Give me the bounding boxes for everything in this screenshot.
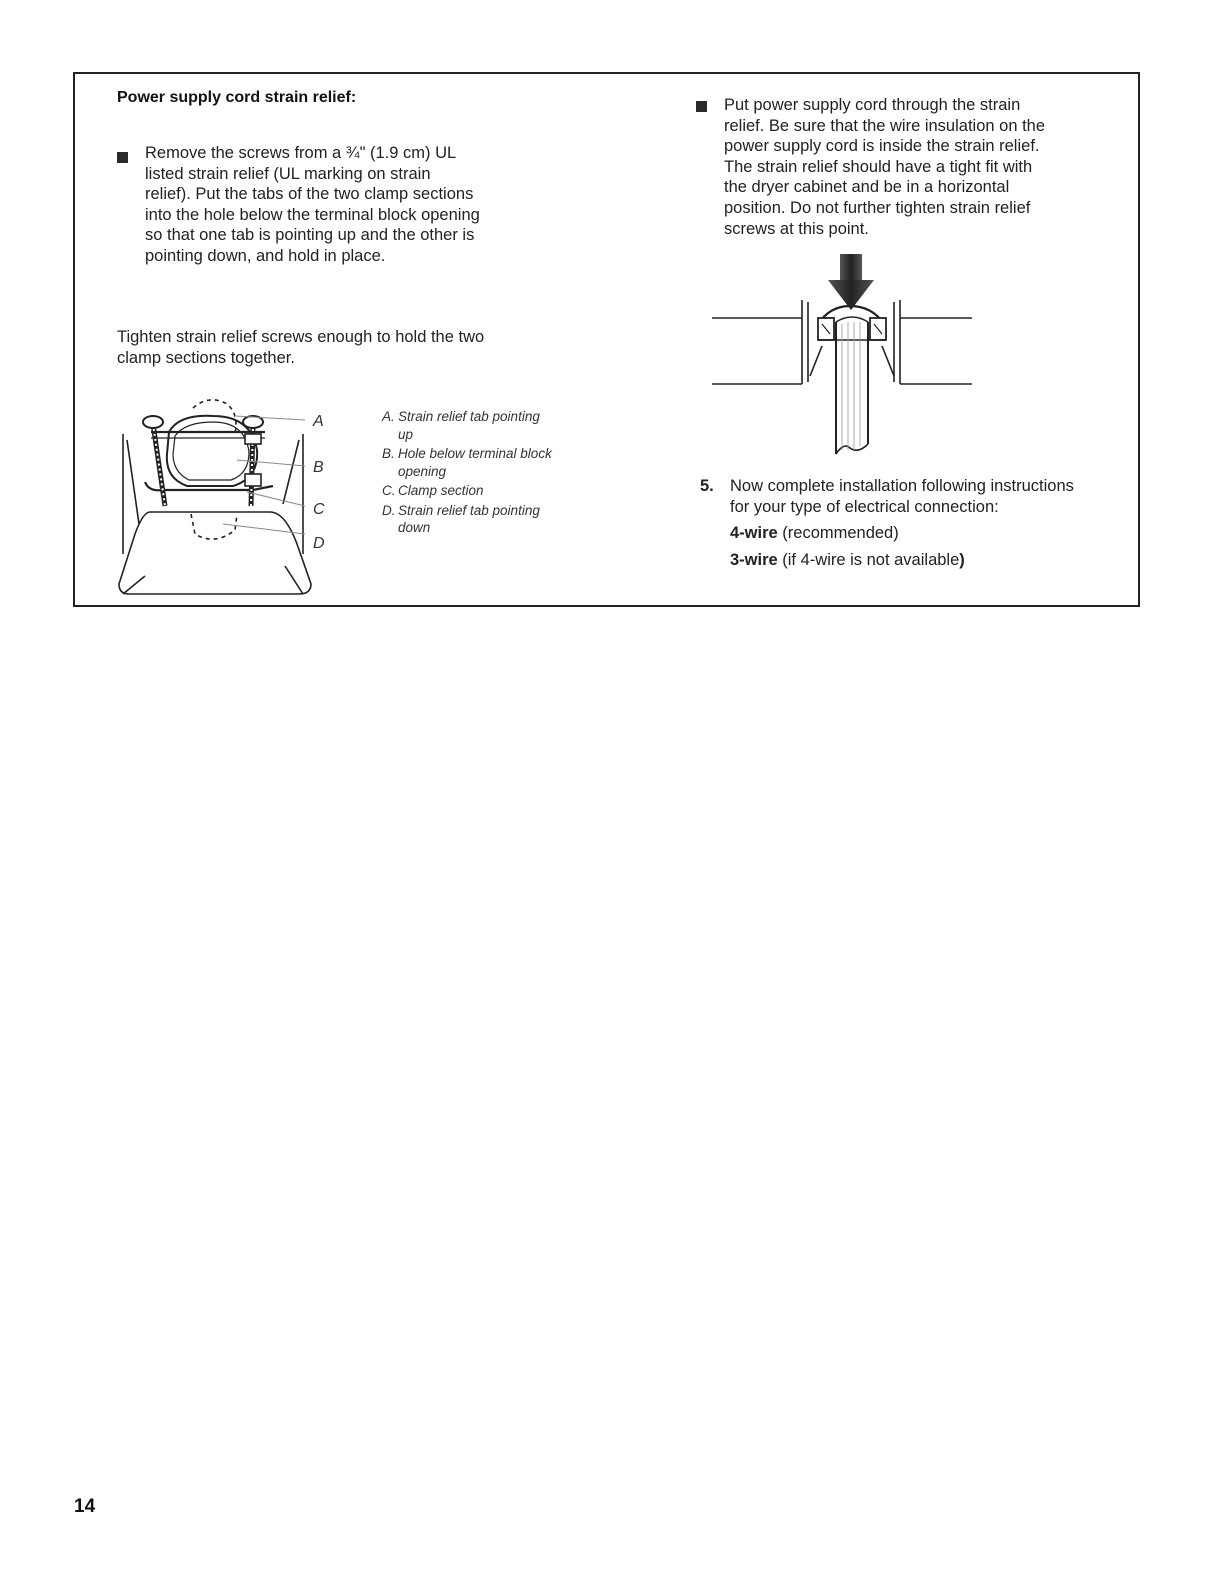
wire-option-3: 3-wire (if 4-wire is not available) xyxy=(730,550,965,569)
step-5 xyxy=(700,476,1080,570)
callout-d: D xyxy=(313,535,325,552)
down-arrow-icon xyxy=(840,254,862,282)
instruction-panel xyxy=(73,72,1140,607)
page-number: 14 xyxy=(74,1496,96,1517)
legend-item-a: A. Strain relief tab pointing up xyxy=(382,409,540,442)
legend-item-b: B. Hole below terminal block opening xyxy=(382,446,552,479)
step-number: 5. xyxy=(700,477,714,495)
callout-a: A xyxy=(313,413,324,430)
bullet-put-cord-through: Put power supply cord through the strain relief. Be sure that the wire insulation on the power supply cord is inside the strain relief. The strain relief should have a tight fit with the dryer cabinet and be in a horizontal position. Do not further tighten strain relief screws at this point. xyxy=(724,96,1046,238)
section-heading: Power supply cord strain relief: xyxy=(117,89,357,106)
down-arrow-head-icon xyxy=(828,280,874,310)
callout-b: B xyxy=(313,459,324,476)
wire-option-4: 4-wire (recommended) xyxy=(730,524,899,543)
cord-through-strain-relief-figure xyxy=(710,254,980,464)
bullet-square-icon xyxy=(117,152,128,163)
figure-legend xyxy=(382,408,552,537)
legend-item-d: D. Strain relief tab pointing down xyxy=(382,502,540,535)
bullet-square-icon xyxy=(696,101,707,112)
tighten-paragraph: Tighten strain relief screws enough to hold the two clamp sections together. xyxy=(117,328,485,367)
callout-c: C xyxy=(313,501,325,518)
step-5-text: Now complete installation following instructions for your type of electrical connection: xyxy=(730,477,1074,516)
bullet-remove-screws: Remove the screws from a ¾" (1.9 cm) UL listed strain relief (UL marking on strain relief). Put the tabs of the two clamp sections into the hole below the terminal block opening so that one tab is pointing up and the other is pointing down, and hold in place. xyxy=(145,144,480,265)
legend-item-c: C. Clamp section xyxy=(382,483,484,498)
strain-relief-clamp-figure xyxy=(105,394,385,599)
